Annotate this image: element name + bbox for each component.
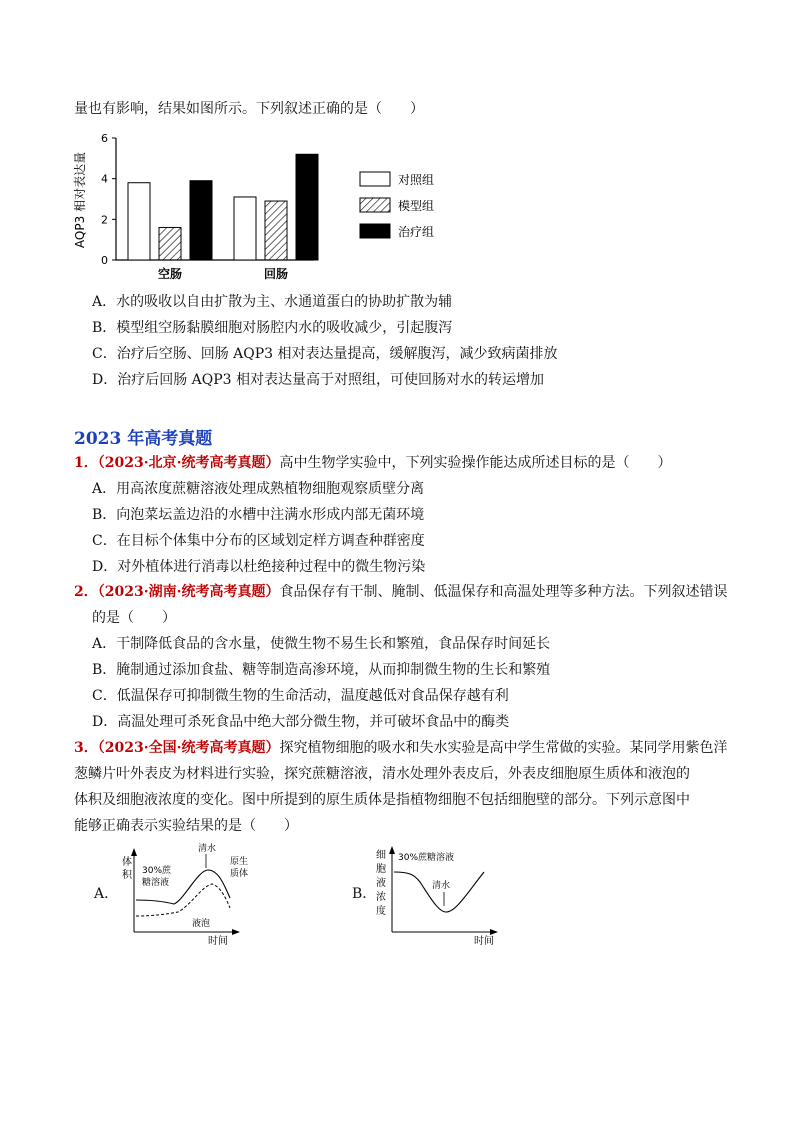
- question-3-source: （2023·全国·统考高考真题）: [97, 740, 280, 756]
- section-title: 2023 年高考真题: [74, 429, 213, 449]
- chart-y-tick-label: 4: [101, 172, 108, 186]
- figure-b-concentration-graph: [370, 836, 510, 950]
- figure-b-y-label-char: 度: [376, 906, 386, 917]
- figure-a-x-label: 时间: [208, 936, 228, 947]
- question-2-stem-cont: 的是（ ）: [92, 610, 176, 626]
- chart-legend-swatch: [360, 172, 390, 186]
- chart-y-tick-label: 2: [101, 213, 108, 227]
- figure-b-x-arrow: [490, 929, 498, 935]
- chart-bar: [234, 197, 256, 260]
- figure-b-treat1: 30%蔗糖溶液: [398, 853, 455, 863]
- question-3-stem-line3: 体积及细胞液浓度的变化。图中所提到的原生质体是指植物细胞不包括细胞壁的部分。下列示意图中: [74, 792, 690, 808]
- figure-a-treat2: 清水: [198, 844, 217, 854]
- q2-option-c: C．低温保存可抑制微生物的生命活动，温度越低对食品保存越有利: [92, 688, 509, 704]
- figure-a-treat1-b: 糖溶液: [142, 878, 170, 888]
- figure-b-label: B．: [352, 886, 377, 902]
- figure-a-curve1: 原生: [230, 857, 249, 867]
- chart-legend-swatch: [360, 198, 390, 212]
- chart-legend-swatch: [360, 224, 390, 238]
- chart-bar: [128, 183, 150, 260]
- figure-a-x-arrow: [232, 929, 240, 935]
- figure-b-x-label: 时间: [474, 936, 494, 947]
- figure-b-y-label-char: 胞: [376, 864, 386, 875]
- figure-b-y-label-char: 浓: [376, 892, 386, 903]
- question-3-stem-line2: 葱鳞片叶外表皮为材料进行实验，探究蔗糖溶液，清水处理外表皮后，外表皮细胞原生质体和液泡的: [74, 766, 690, 782]
- chart-y-axis-label: AQP3 相对表达量: [73, 151, 87, 249]
- figure-a-curve2: 液泡: [192, 919, 211, 929]
- chart-category-label: 回肠: [263, 267, 289, 281]
- question-1-stem: [74, 453, 671, 473]
- q0-option-a: A．水的吸收以自由扩散为主、水通道蛋白的协助扩散为辅: [92, 294, 453, 310]
- chart-bar: [190, 181, 212, 260]
- q1-option-a: A．用高浓度蔗糖溶液处理成熟植物细胞观察质壁分离: [92, 481, 425, 497]
- q2-option-b: B．腌制通过添加食盐、糖等制造高渗环境，从而抑制微生物的生长和繁殖: [92, 662, 551, 678]
- chart-legend-label: 对照组: [398, 173, 435, 187]
- figure-a-y-arrow: [131, 848, 137, 856]
- chart-y-tick-label: 6: [101, 132, 108, 145]
- question-3-number: 3．: [74, 740, 98, 756]
- chart-bar: [296, 154, 318, 260]
- chart-bar: [159, 227, 181, 260]
- q1-option-d: D．对外植体进行消毒以杜绝接种过程中的微生物污染: [92, 559, 426, 575]
- intro-line: 量也有影响，结果如图所示。下列叙述正确的是（ ）: [74, 101, 424, 117]
- q1-option-b: B．向泡菜坛盖边沿的水槽中注满水形成内部无菌环境: [92, 507, 425, 523]
- figure-b-treat2: 清水: [432, 881, 451, 891]
- q2-option-d: D．高温处理可杀死食品中绝大部分微生物，并可破坏食品中的酶类: [92, 714, 510, 730]
- question-2-stem: [74, 582, 727, 602]
- figure-b-y-arrow: [389, 846, 395, 854]
- figure-b-y-label-char: 液: [376, 878, 386, 889]
- q0-option-c: C．治疗后空肠、回肠 AQP3 相对表达量提高，缓解腹泻，减少致病菌排放: [92, 346, 558, 362]
- figure-a-y-label-2: 积: [122, 870, 132, 881]
- chart-legend-label: 治疗组: [398, 225, 435, 239]
- chart-legend-label: 模型组: [398, 199, 435, 213]
- q1-option-c: C．在目标个体集中分布的区域划定样方调查种群密度: [92, 533, 425, 549]
- question-3-stem: [74, 738, 727, 758]
- chart-bar: [265, 201, 287, 260]
- figure-a-volume-graph: [112, 838, 252, 950]
- q2-option-a: A．干制降低食品的含水量，使微生物不易生长和繁殖，食品保存时间延长: [92, 636, 551, 652]
- question-1-text: 高中生物学实验中，下列实验操作能达成所述目标的是（ ）: [279, 455, 672, 471]
- question-2-source: （2023·湖南·统考高考真题）: [97, 584, 280, 600]
- figure-a-label: A．: [94, 886, 119, 902]
- figure-b-y-label-char: 细: [376, 850, 386, 861]
- aqp3-bar-chart: [68, 128, 468, 288]
- question-2-text: 食品保存有干制、腌制、低温保存和高温处理等多种方法。下列叙述错误: [279, 584, 728, 600]
- chart-category-label: 空肠: [157, 267, 183, 281]
- question-1-source: （2023·北京·统考高考真题）: [97, 455, 280, 471]
- question-1-number: 1．: [74, 455, 98, 471]
- question-3-text: 探究植物细胞的吸水和失水实验是高中学生常做的实验。某同学用紫色洋: [279, 740, 728, 756]
- q0-option-b: B．模型组空肠黏膜细胞对肠腔内水的吸收减少，引起腹泻: [92, 320, 453, 336]
- question-2-number: 2．: [74, 584, 98, 600]
- figure-a-treat1: 30%蔗: [142, 866, 172, 876]
- figure-a-y-label: 体: [122, 857, 132, 868]
- figure-b-concentration-curve: [394, 872, 484, 912]
- q0-option-d: D．治疗后回肠 AQP3 相对表达量高于对照组，可使回肠对水的转运增加: [92, 372, 545, 388]
- question-3-stem-line4: 能够正确表示实验结果的是（ ）: [74, 818, 298, 834]
- figure-a-curve1-b: 质体: [230, 869, 249, 879]
- chart-y-tick-label: 0: [101, 254, 108, 267]
